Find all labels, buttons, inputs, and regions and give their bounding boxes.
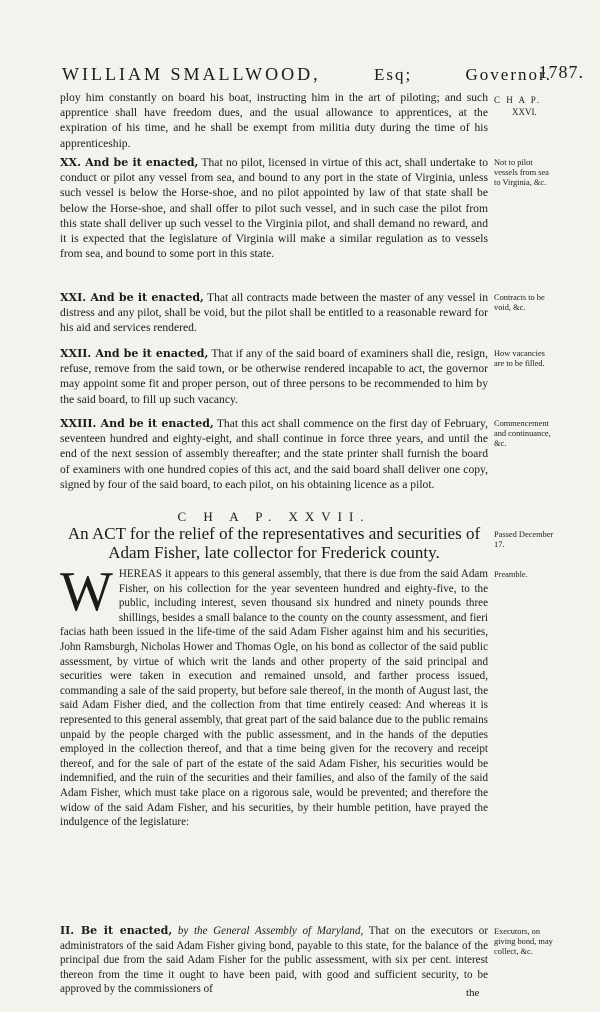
section-lead: XX. And be it enacted,: [60, 156, 199, 169]
preamble: [60, 561, 488, 830]
header-year: 1787.: [538, 62, 584, 82]
margin-chap-label: C H A P.: [494, 95, 542, 105]
section-text: That if any of the said board of examiners shall die, resign, refuse, remove from the said town, or be otherwise rendered incapable to act, the governor may appoint some fit and proper person, out of three persons to be recommended to him by the said board, to fill up such vacancy.: [60, 347, 488, 406]
margin-note-vacancies: How vacancies are to be filled.: [494, 349, 545, 368]
section-xx: [60, 155, 488, 261]
margin-note-contracts: Contracts to be void, &c.: [494, 293, 545, 312]
preamble-text: HEREAS it appears to this general assembly, that there is due from the said Adam Fisher, on his collection for the year seventeen hundred and eighty-five, to the public, including interest, seven thousand six hundred and ninety pounds three shillings, besides a small balance to the county on the county assessment, and fieri facias hath been issued in the life-time of the said Adam Fisher against him and his securities, John Ramsburgh, Nicholas Hower and Thomas Ogle, on his bond as collector of the said public assessment, by virtue of which writ the lands and other property of the said principal and securities were taken in execution and remained unsold, and farther process issued, commanding a sale of the said property, but before sale thereof, in the month of August last, the said Adam Fisher died, and the collection from that time entirely ceased: And whereas it is represented to this general assembly, that great part of the said balance due to the public remains unpaid by the people charged with the public assessment, and in the hands of the deputies employed in the collection thereof, and that a time being given for the recovery and receipt thereof, and for the sale of part of the estate of the said Adam Fisher, his securities would be indemnified, and the ruin of the securities and their families, and also of the family of the said Adam Fisher, which must take place on a rigorous sale, would be prevented; and therefore the widow of the said Adam Fisher, and his securities, by their humble petition, have prayed the indulgence of the legislature:: [60, 568, 488, 829]
section-text: That this act shall commence on the first day of February, seventeen hundred and eighty-eight, and shall continue in force three years, and until the end of the next session of assembly thereafter; and the state printer shall furnish the board of examiners with one hundred copies of this act, and the said board shall deliver one copy, signed by four of the said board, to each pilot, on his obtaining licence as a pilot.: [60, 417, 488, 491]
margin-note-not-to-pilot: Not to pilot vessels from sea to Virginia, &c.: [494, 158, 549, 187]
section-lead: XXII. And be it enacted,: [60, 347, 209, 360]
catchword: the: [466, 987, 480, 999]
section-xxiii: [60, 416, 488, 492]
section-lead: II. Be it enacted,: [60, 924, 173, 937]
margin-chap-number: XXVI.: [512, 107, 537, 117]
chapter-label: C H A P. XXVII.: [177, 509, 371, 524]
section-lead: XXI. And be it enacted,: [60, 291, 204, 304]
section-ii: [60, 924, 488, 997]
section-text: That all contracts made between the master of any vessel in distress and any pilot, shall be void, but the pilot shall be entitled to a reasonable reward for his aid and services rendered.: [60, 291, 488, 335]
header-name: WILLIAM SMALLWOOD,: [62, 64, 321, 84]
section-enacting-clause: by the General Assembly of Maryland,: [172, 925, 364, 937]
section-text: That no pilot, licensed in virtue of this act, shall undertake to conduct or pilot any vessel from sea, and bound to any port in the state of Virginia, unless such vessel is below the Horse-shoe, and no pilot appointed by law of that state shall be below the Horse-shoe, and shall offer to pilot such vessel, and in such case the pilot from this state shall deliver up such vessel to the Virginia pilot, and shall demand no reward, and it is expected that the legislature of Virginia will make a similar regulation as to vessels from sea, and bound to some port in this state.: [60, 156, 488, 261]
section-xxii: [60, 346, 488, 407]
margin-note-commencement: Commencement and continuance, &c.: [494, 419, 551, 448]
margin-note-executors: Executors, on giving bond, may collect, &c.: [494, 927, 553, 956]
act-title: An ACT for the relief of the representatives and securities of Adam Fisher, late collector for Frederick county.: [67, 524, 481, 562]
margin-note-passed: Passed December 17.: [494, 530, 554, 549]
drop-cap: W: [60, 561, 113, 623]
section-text: That on the executors or administrators of the said Adam Fisher giving bond, payable to this state, for the balance of the principal due from the said Adam Fisher for the public assessment, with six per cent. interest thereon from the time it ought to have been paid, with good and sufficient security, to be approved by the commissioners of: [60, 925, 489, 996]
section-lead: XXIII. And be it enacted,: [60, 417, 214, 430]
margin-note-preamble: Preamble.: [494, 570, 528, 579]
header-title: Governor.: [465, 65, 552, 84]
header-esq: Esq;: [373, 65, 413, 84]
paragraph-continuation: ploy him constantly on board his boat, instructing him in the art of piloting; and such apprentice shall have freedom dues, and the usual allowance to apprentices, at the expiration of his time, and he shall be exempt from militia duty during the time of his apprenticeship.: [60, 91, 488, 150]
running-header: [62, 62, 584, 85]
section-xxi: [60, 290, 488, 336]
